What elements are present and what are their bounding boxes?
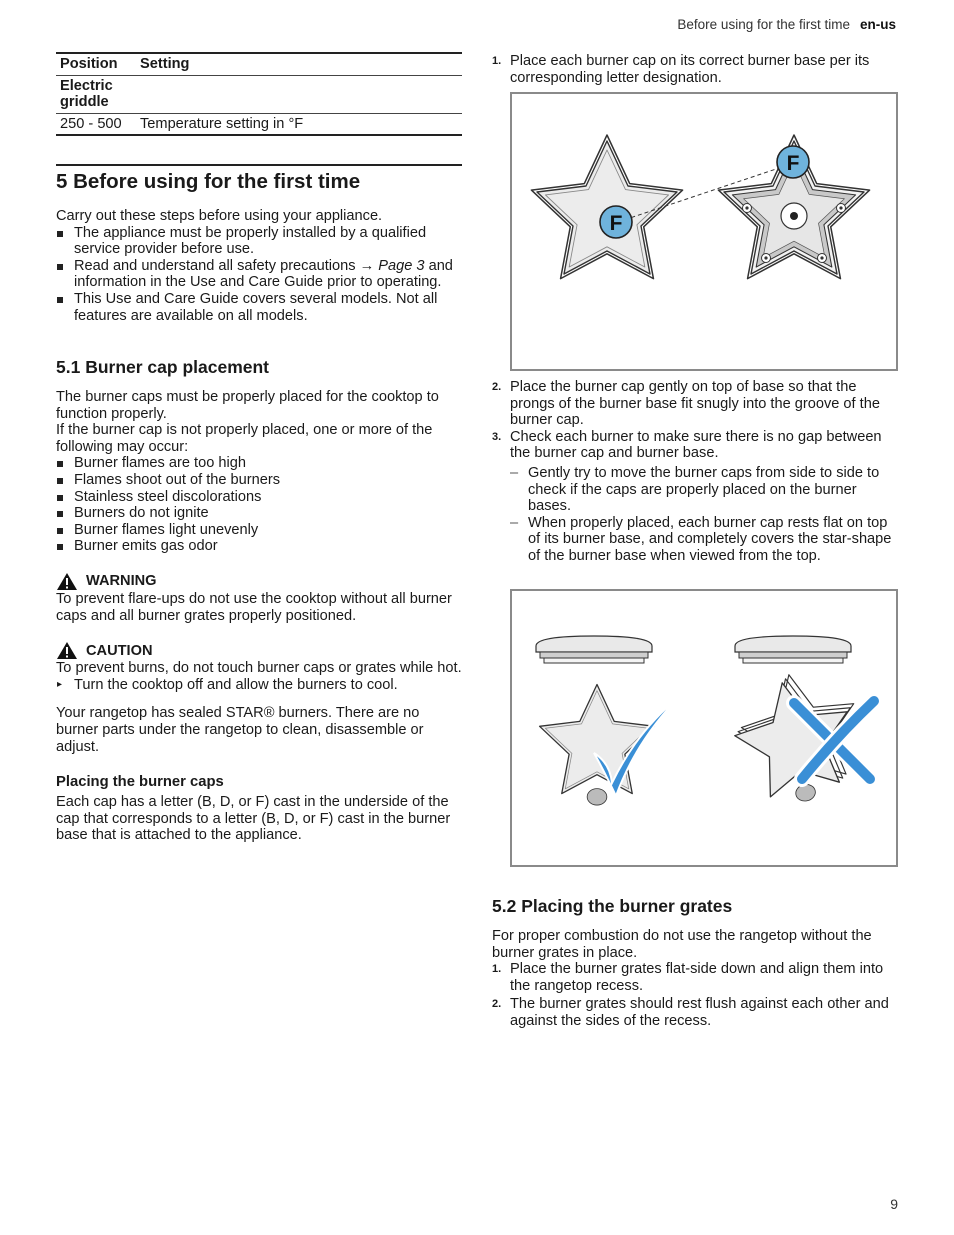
list-item: This Use and Care Guide covers several models. Not all features are available on all models. <box>56 291 462 324</box>
table-header-row <box>56 53 462 75</box>
steps-2-3 <box>492 379 898 565</box>
cap-side-view-incorrect <box>735 636 851 663</box>
warning-heading <box>56 572 462 591</box>
list-item: 2. Place the burner cap gently on top of base so that the prongs of the burner base fit snugly into the groove of the burner cap. <box>492 379 880 429</box>
settings-table-wrap <box>56 52 462 136</box>
letter-f-label: F <box>786 152 800 175</box>
table-header-position: Position <box>56 53 136 75</box>
warning-text: To prevent flare-ups do not use the cooktop without all burner caps and all burner grates properly positioned. <box>56 590 452 624</box>
step-1-wrap <box>492 53 898 86</box>
paragraph: Each cap has a letter (B, D, or F) cast in the underside of the cap that corresponds to a letter (B, D, or F) cast in the burner base that is attached to the appliance. <box>56 794 451 844</box>
list-item: Burner flames light unevenly <box>56 522 462 539</box>
paragraph: The burner caps must be properly placed for the cooktop to function properly. <box>56 389 439 422</box>
burner-cap-diagram <box>512 94 896 369</box>
list-item: The appliance must be properly installed by a qualified service provider before use. <box>56 225 462 258</box>
list-item: 2. The burner grates should rest flush against each other and against the sides of the recess. <box>492 996 889 1029</box>
paragraph: For proper combustion do not use the rangetop without the burner grates in place. <box>492 928 872 961</box>
list-item: Burners do not ignite <box>56 505 462 522</box>
problem-list <box>56 455 462 555</box>
cap-placement-diagram <box>512 591 896 865</box>
header-section: Before using for the first time <box>677 17 850 32</box>
table-cell-setting: Temperature setting in °F <box>136 113 462 135</box>
caution-icon <box>56 641 78 660</box>
section-intro: Carry out these steps before using your appliance. <box>56 208 383 224</box>
table-cell-range: 250 - 500 <box>56 113 136 135</box>
warning-label: WARNING <box>86 573 157 590</box>
caution-text: To prevent burns, do not touch burner caps or grates while hot. <box>56 660 462 677</box>
list-item: 3. Check each burner to make sure there is no gap between the burner cap and burner base. – Gently try to move the burner caps from side to side to check if the caps are properly placed on the burner bases. – When properly placed, each burner cap rests flat on top of its burner base, and completely covers the star-shape of the burner base when viewed from the top. <box>492 429 898 565</box>
header-lang: en-us <box>859 17 896 32</box>
running-header <box>677 17 896 32</box>
list-item-text: Read and understand all safety precautions <box>74 257 356 274</box>
paragraph: Your rangetop has sealed STAR® burners. There are no burner parts under the rangetop to clean, disassemble or adjust. <box>56 705 424 755</box>
page-number: 9 <box>890 1196 898 1212</box>
subsection-title: 5.2 Placing the burner grates <box>492 896 733 916</box>
burner-cap-star <box>531 135 682 279</box>
caution-heading <box>56 641 462 660</box>
table-header-setting: Setting <box>136 53 462 75</box>
arrow-icon: → <box>359 257 375 274</box>
list-item: Burner flames are too high <box>56 455 462 472</box>
settings-table <box>56 52 462 136</box>
letter-f-badge-base <box>777 146 809 178</box>
letter-f-label: F <box>609 212 623 235</box>
section-5 <box>56 164 462 324</box>
step-text: Place the burner cap gently on top of base so that the prongs of the burner base fit snugly into the groove of the burner cap. <box>510 379 880 429</box>
steps-list <box>492 961 898 1029</box>
table-subhead: Electric griddle <box>56 75 136 113</box>
letter-f-badge-cap <box>600 206 632 238</box>
list-item: 1. Place the burner grates flat-side down and align them into the rangetop recess. <box>492 961 884 994</box>
paragraph: If the burner cap is not properly placed, one or more of the following may occur: <box>56 422 433 455</box>
step-text: Place each burner cap on its correct burner base per its corresponding letter designation. <box>510 53 870 86</box>
list-item <box>56 258 462 291</box>
caution-action: ▸ Turn the cooktop off and allow the burners to cool. <box>56 677 462 694</box>
section-title: 5 Before using for the first time <box>56 164 462 194</box>
table-subhead-row <box>56 75 462 113</box>
list-item: Burner emits gas odor <box>56 538 462 555</box>
cap-placement-check-figure <box>510 589 898 867</box>
burner-cap-letter-figure <box>510 92 898 371</box>
step-text: Place the burner grates flat-side down and align them into the rangetop recess. <box>510 961 884 994</box>
step-text: Check each burner to make sure there is no gap between the burner cap and burner base. <box>510 428 882 462</box>
steps-list <box>492 53 898 86</box>
section-5-1 <box>56 357 462 844</box>
list-item-rest: and information in the Use and Care Guide prior to operating. <box>74 257 453 291</box>
list-item: Stainless steel discolorations <box>56 489 462 506</box>
warning-icon <box>56 572 78 591</box>
page-link[interactable]: Page 3 <box>378 257 425 274</box>
list-item: – Gently try to move the burner caps from side to side to check if the caps are properly placed on the burner bases. <box>510 465 898 515</box>
placing-title: Placing the burner caps <box>56 774 224 791</box>
cap-top-view-incorrect <box>725 663 872 813</box>
list-item: Flames shoot out of the burners <box>56 472 462 489</box>
list-item: – When properly placed, each burner cap rests flat on top of its burner base, and completely covers the star-shape of the burner base when viewed from the top. <box>510 515 898 565</box>
table-row <box>56 113 462 135</box>
step-text: The burner grates should rest flush against each other and against the sides of the recess. <box>510 996 889 1029</box>
caution-label: CAUTION <box>86 642 153 659</box>
section-5-2 <box>492 896 898 1030</box>
section-bullets <box>56 225 462 325</box>
subsection-title: 5.1 Burner cap placement <box>56 357 269 377</box>
sub-list <box>510 465 898 565</box>
list-item: 1. Place each burner cap on its correct burner base per its corresponding letter designation. <box>492 53 870 86</box>
cap-side-view-correct <box>536 636 652 663</box>
steps-list <box>492 379 898 565</box>
